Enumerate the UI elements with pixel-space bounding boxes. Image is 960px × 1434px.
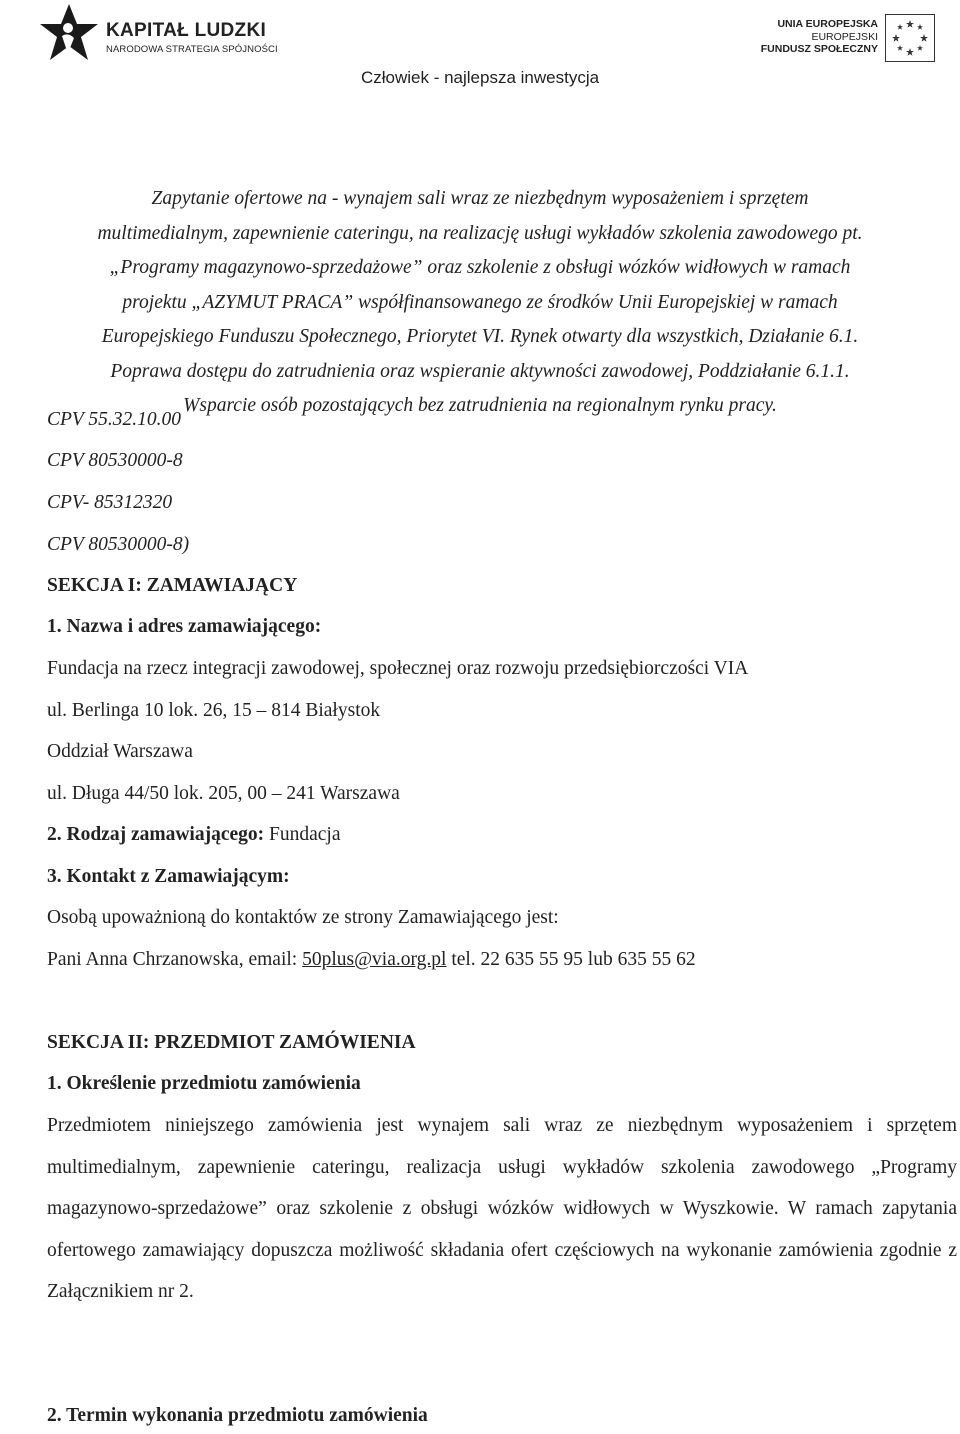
- section-1-item-2-heading: 2. Rodzaj zamawiającego:: [47, 824, 265, 845]
- section-2-title: SEKCJA II: PRZEDMIOT ZAMÓWIENIA: [47, 1032, 416, 1053]
- section-2-item-1-text: Przedmiotem niniejszego zamówienia jest wynajem sali wraz ze niezbędnym wyposażeniem i sprzętem multimedialnym, zapewnienie cateringu, realizacja usługi wykładów szkolenia zawodowego „Programy magazynowo-sprzedażowe” oraz szkolenie z obsługi wózków widłowych w Wyszkowie. W ramach zapytania ofertowego zamawiający dopuszcza możliwość składania ofert częściowych na wykonanie zamówienia zgodnie z Załącznikiem nr 2.: [47, 1115, 957, 1303]
- kapital-ludzki-logo: [40, 4, 278, 60]
- contact-line: [47, 949, 696, 971]
- intro-line: „Programy magazynowo-sprzedażowe” oraz szkolenie z obsługi wózków widłowych w ramach: [109, 257, 851, 278]
- intro-line: Zapytanie ofertowe na - wynajem sali wraz ze niezbędnym wyposażeniem i sprzętem: [151, 188, 809, 209]
- intro-line: projektu „AZYMUT PRACA” współfinansowanego ze środków Unii Europejskiej w ramach: [122, 291, 838, 313]
- motto: Człowiek - najlepsza inwestycja: [360, 68, 600, 87]
- address-warszawa: ul. Długa 44/50 lok. 205, 00 – 241 Warszawa: [47, 783, 400, 804]
- contact-name: Pani Anna Chrzanowska, email:: [47, 949, 303, 970]
- eu-logo-line1: UNIA EUROPEJSKA: [777, 18, 878, 30]
- eu-flag-icon: [885, 14, 935, 62]
- contact-intro: Osobą upoważnioną do kontaktów ze strony Zamawiającego jest:: [47, 907, 559, 928]
- address-bialystok: ul. Berlinga 10 lok. 26, 15 – 814 Białystok: [47, 700, 381, 721]
- logo-title: KAPITAŁ LUDZKI: [106, 20, 267, 41]
- section-1-item-3-heading: 3. Kontakt z Zamawiającym:: [47, 866, 290, 887]
- eu-logo: [760, 14, 935, 64]
- org-name: Fundacja na rzecz integracji zawodowej, społecznej oraz rozwoju przedsiębiorczości VIA: [47, 658, 749, 679]
- cpv-code: CPV 55.32.10.00: [47, 409, 181, 430]
- eu-logo-line2: EUROPEJSKI: [811, 31, 878, 43]
- cpv-code: CPV 80530000-8: [47, 450, 183, 471]
- cpv-code: CPV 80530000-8): [47, 534, 190, 555]
- section-2-item-2-heading: 2. Termin wykonania przedmiotu zamówienia: [47, 1405, 428, 1426]
- section-2-item-1-heading: 1. Określenie przedmiotu zamówienia: [47, 1073, 361, 1094]
- contact-phone: tel. 22 635 55 95 lub 635 55 62: [446, 949, 696, 970]
- logo-subtitle: NARODOWA STRATEGIA SPÓJNOŚCI: [106, 44, 278, 55]
- cpv-code: CPV- 85312320: [47, 492, 173, 513]
- kapital-ludzki-star-icon: [40, 4, 98, 60]
- section-1-item-2-value: Fundacja: [264, 824, 341, 845]
- intro-line: Wsparcie osób pozostających bez zatrudnienia na regionalnym rynku pracy.: [183, 395, 777, 416]
- intro-block: [0, 182, 960, 424]
- branch-name: Oddział Warszawa: [47, 741, 193, 762]
- section-1-item-1-heading: 1. Nazwa i adres zamawiającego:: [47, 616, 322, 637]
- contact-email-link[interactable]: 50plus@via.org.pl: [302, 949, 447, 970]
- section-1-item-2: [47, 824, 341, 846]
- section-1-title: SEKCJA I: ZAMAWIAJĄCY: [47, 575, 298, 596]
- intro-line: multimedialnym, zapewnienie cateringu, na realizację usługi wykładów szkolenia zawodowego pt.: [97, 222, 863, 244]
- eu-logo-line3: FUNDUSZ SPOŁECZNY: [760, 43, 878, 55]
- intro-line: Poprawa dostępu do zatrudnienia oraz wspieranie aktywności zawodowej, Poddziałanie 6.1.1.: [110, 360, 850, 382]
- intro-line: Europejskiego Funduszu Społecznego, Priorytet VI. Rynek otwarty dla wszystkich, Działanie 6.1.: [101, 326, 859, 347]
